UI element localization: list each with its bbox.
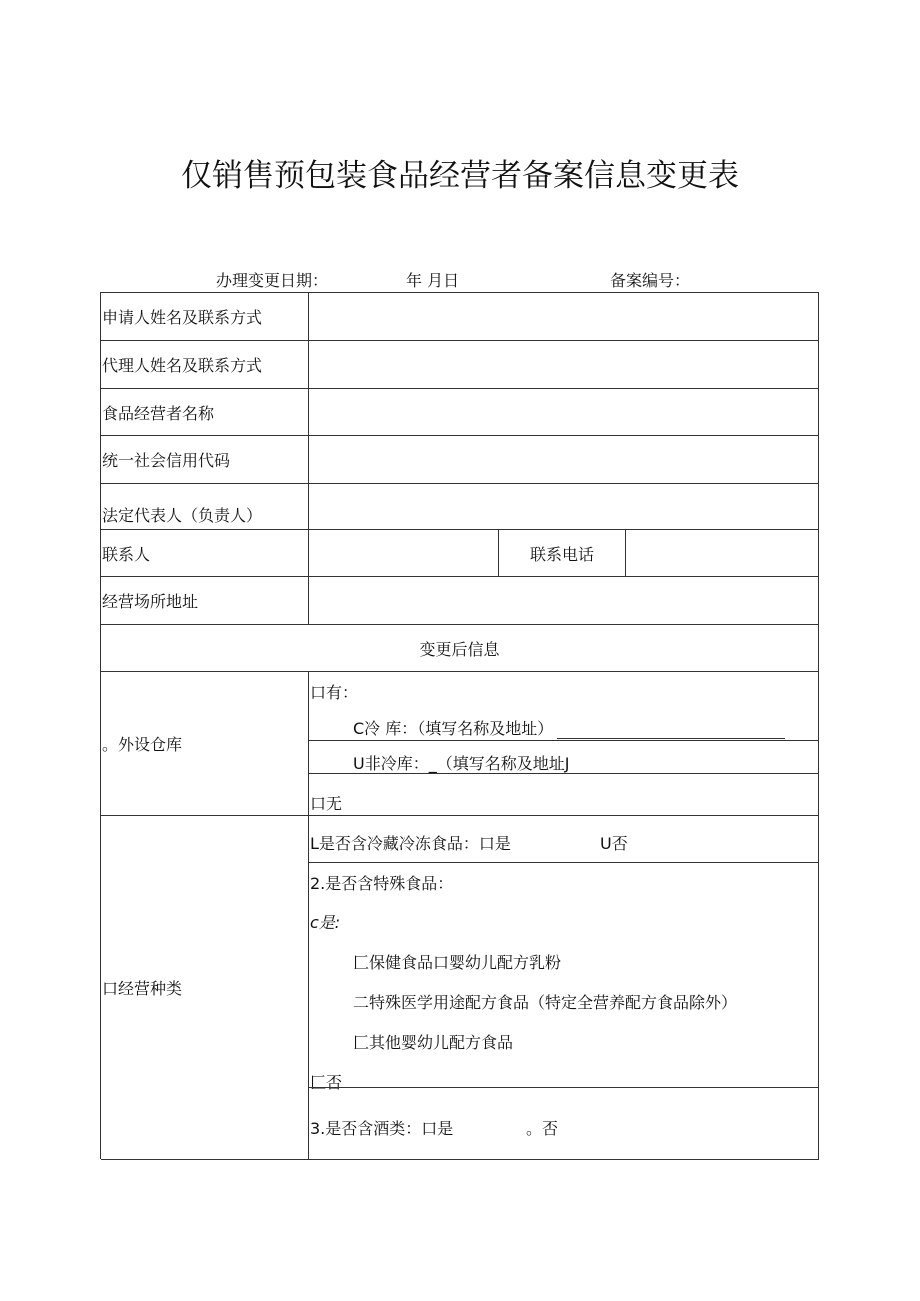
- warehouse-divider-1: [309, 740, 819, 741]
- cold-food-no[interactable]: U否: [600, 834, 628, 853]
- applicant-field[interactable]: [309, 293, 819, 341]
- warehouse-label-text: 。外设仓库: [102, 735, 183, 754]
- agent-label-text: 代理人姓名及联系方式: [102, 356, 263, 375]
- section-header: [101, 625, 819, 672]
- change-form: [100, 292, 819, 1159]
- contact-phone-field[interactable]: [626, 530, 819, 577]
- category-label: [101, 816, 309, 1160]
- address-label: [101, 577, 309, 625]
- record-number-label: 备案编号：: [610, 271, 691, 290]
- contact-person-field[interactable]: [309, 530, 499, 577]
- warehouse-cold-option[interactable]: [353, 716, 785, 739]
- operator-name-field[interactable]: [309, 389, 819, 436]
- applicant-label: [101, 293, 309, 341]
- special-food-question: 2.是否含特殊食品：: [310, 874, 454, 893]
- credit-code-label-text: 统一社会信用代码: [102, 451, 231, 470]
- change-date-value: 年 月日: [406, 271, 460, 290]
- warehouse-cold-text: C冷 库：（填写名称及地址）: [353, 719, 554, 738]
- warehouse-cold-blank[interactable]: [557, 724, 785, 739]
- contact-person-label: [101, 530, 309, 577]
- alcohol-question[interactable]: 3.是否含酒类：口是: [310, 1119, 454, 1138]
- special-food-yes[interactable]: c是:: [310, 913, 341, 932]
- address-field[interactable]: [309, 577, 819, 625]
- special-food-no[interactable]: 匚否: [310, 1073, 343, 1092]
- operator-name-label-text: 食品经营者名称: [102, 403, 215, 423]
- special-food-opt-infant[interactable]: 匚其他婴幼儿配方食品: [353, 1033, 514, 1052]
- category-label-text: 口经营种类: [102, 979, 183, 998]
- warehouse-noncold-text: U非冷库：_（填写名称及地址J: [353, 754, 570, 773]
- change-date-label: 办理变更日期：: [216, 271, 329, 290]
- warehouse-noncold-option[interactable]: [353, 751, 787, 774]
- warehouse-has-option[interactable]: 口有：: [310, 683, 359, 702]
- section-title-text: 变更后信息: [419, 639, 500, 659]
- contact-phone-label: [499, 530, 626, 577]
- contact-person-label-text: 联系人: [102, 544, 151, 564]
- warehouse-label: [101, 672, 309, 816]
- credit-code-label: [101, 436, 309, 484]
- special-food-opt-health[interactable]: 匚保健食品口婴幼儿配方乳粉: [353, 953, 562, 972]
- warehouse-divider-2: [309, 773, 819, 774]
- cold-food-question[interactable]: L是否含冷藏冷冻食品：口是: [310, 834, 511, 853]
- applicant-label-text: 申请人姓名及联系方式: [102, 308, 263, 327]
- category-options: [309, 816, 819, 1160]
- legal-rep-field[interactable]: [309, 484, 819, 530]
- agent-label: [101, 341, 309, 389]
- category-divider-2: [309, 1087, 819, 1088]
- warehouse-none-option[interactable]: 口无: [310, 794, 343, 813]
- agent-field[interactable]: [309, 341, 819, 389]
- warehouse-options: [309, 672, 819, 816]
- legal-rep-label-text: 法定代表人（负责人）: [102, 506, 263, 525]
- operator-name-label: [101, 389, 309, 436]
- special-food-opt-medical[interactable]: 二特殊医学用途配方食品（特定全营养配方食品除外）: [353, 993, 738, 1012]
- category-divider-1: [309, 862, 819, 863]
- warehouse-noncold-blank[interactable]: [575, 759, 787, 774]
- credit-code-field[interactable]: [309, 436, 819, 484]
- contact-phone-label-text: 联系电话: [529, 544, 594, 564]
- alcohol-no[interactable]: 。否: [526, 1119, 559, 1138]
- page-title: 仅销售预包装食品经营者备案信息变更表: [181, 158, 739, 194]
- legal-rep-label: [101, 484, 309, 530]
- address-label-text: 经营场所地址: [102, 592, 199, 611]
